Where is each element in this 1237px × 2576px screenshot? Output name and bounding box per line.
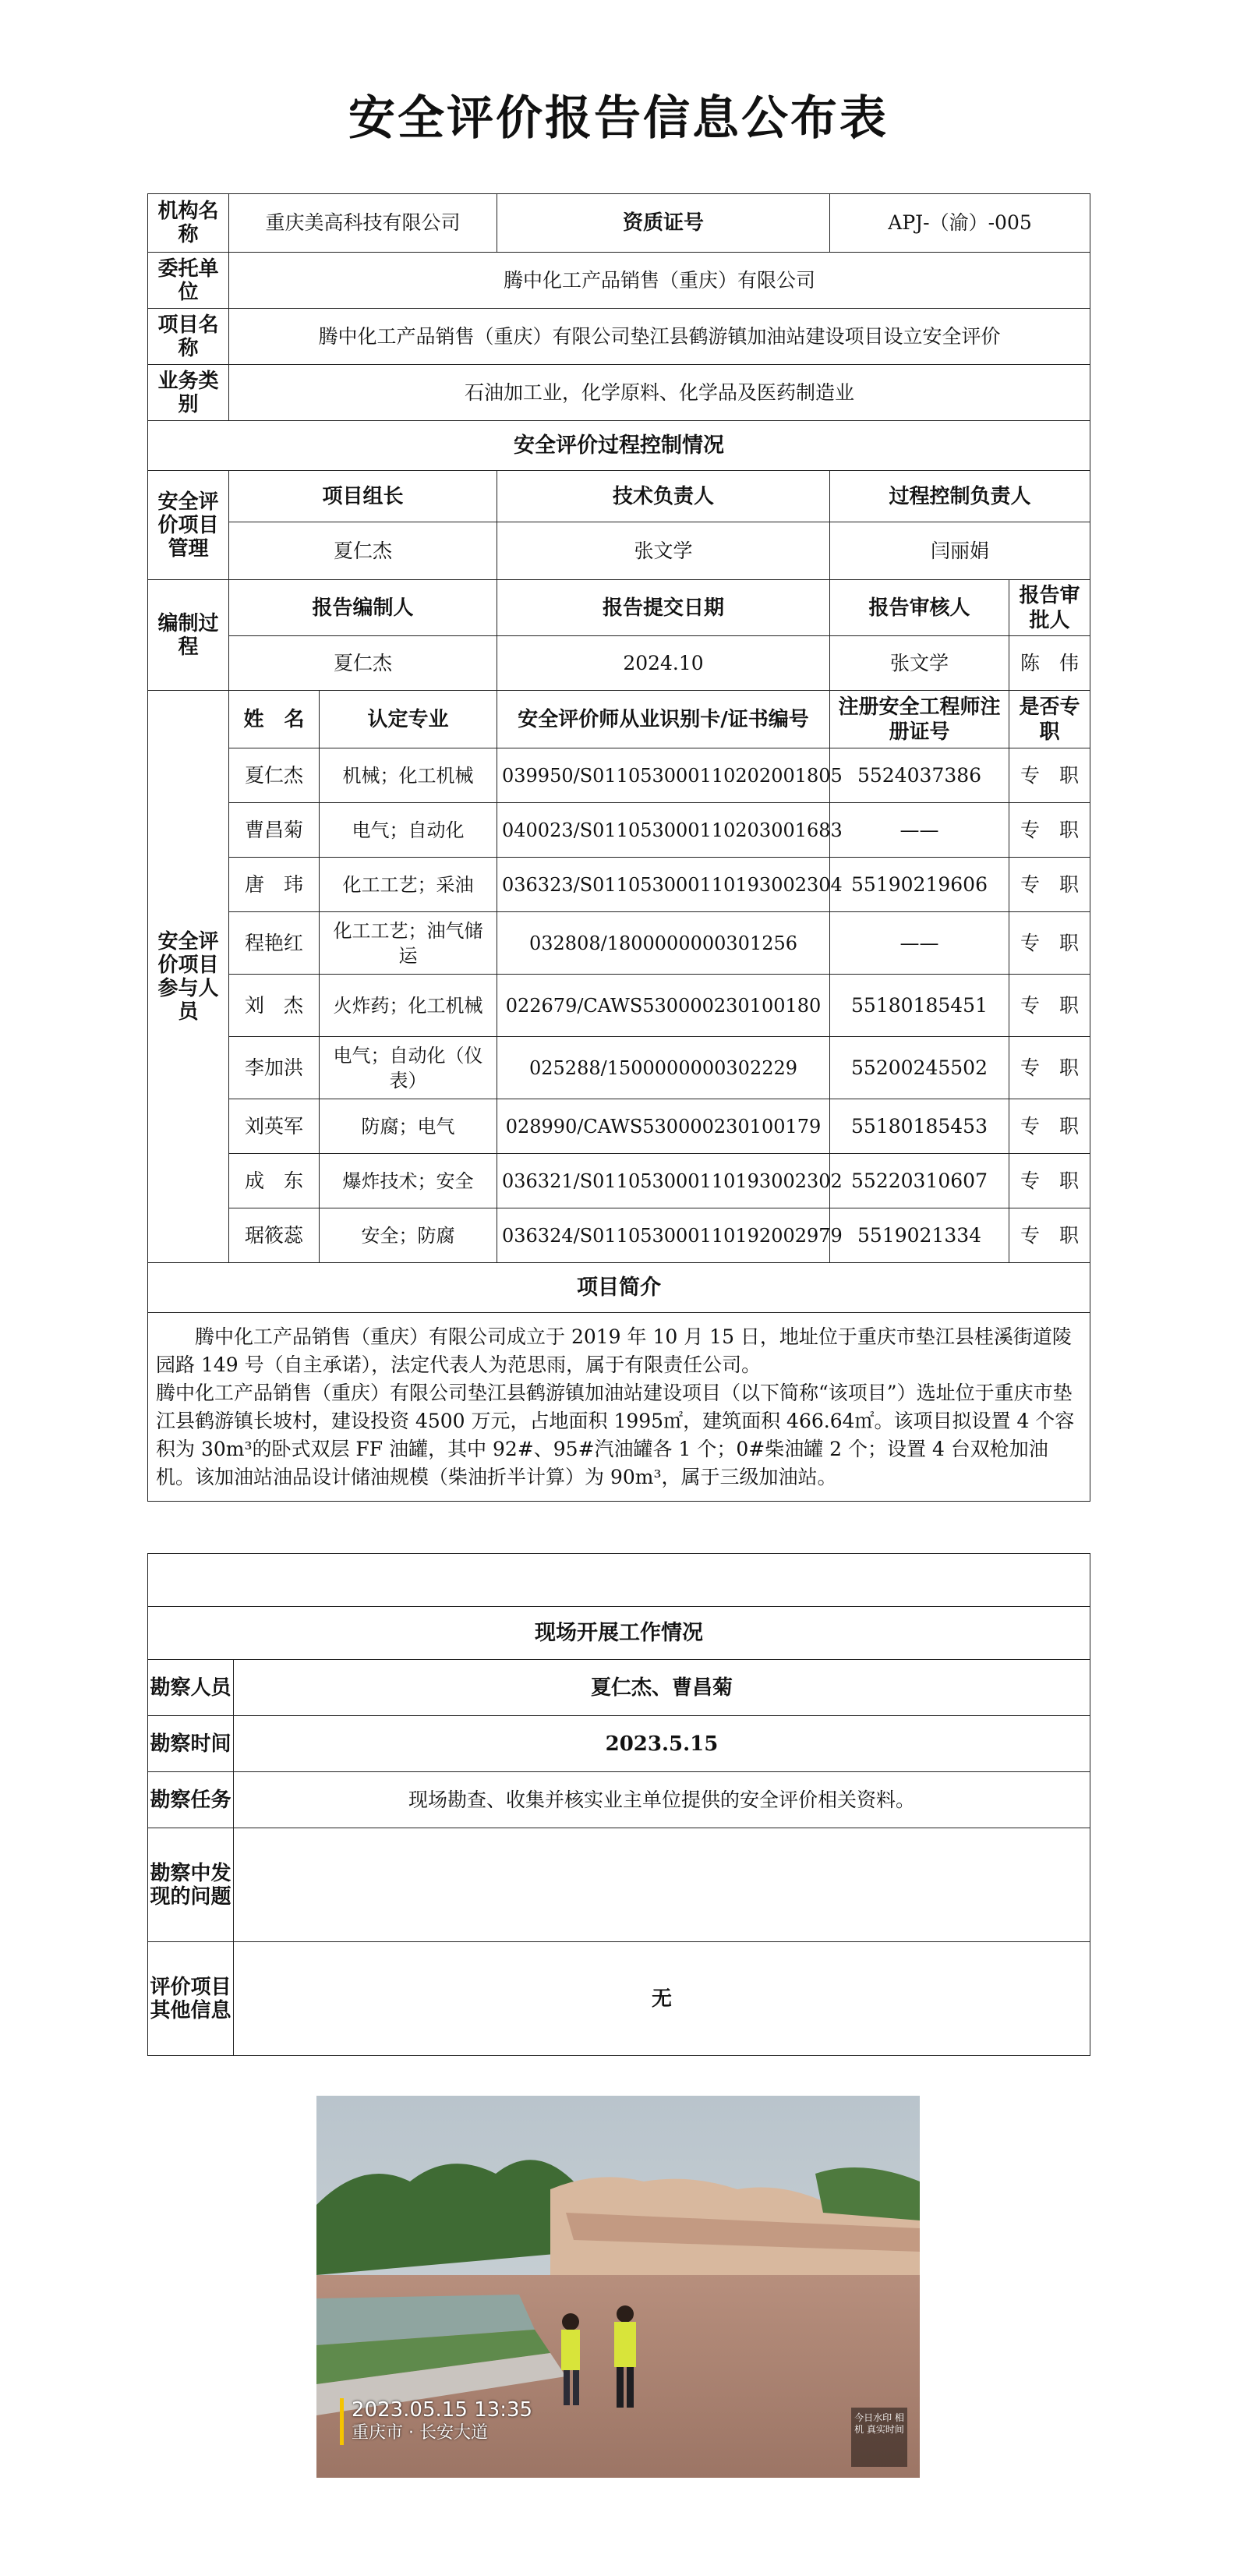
staff-major: 防腐；电气: [320, 1099, 497, 1154]
staff-reg: 5524037386: [830, 748, 1009, 803]
org-label: 机构名称: [148, 194, 229, 253]
mgmt-value-tech: 张文学: [497, 522, 830, 580]
org-value: 重庆美高科技有限公司: [229, 194, 497, 253]
mgmt-label: 安全评价项目管理: [148, 471, 229, 580]
survey-time-value: 2023.5.15: [234, 1716, 1090, 1772]
staff-reg: ——: [830, 912, 1009, 975]
report-info-table: [147, 193, 1090, 1502]
staff-fulltime: 专 职: [1009, 1154, 1090, 1208]
mgmt-header-control: 过程控制负责人: [830, 471, 1090, 522]
biz-value: 石油加工业，化学原料、化学品及医药制造业: [229, 365, 1090, 421]
staff-card: 039950/S011053000110202001805: [497, 748, 830, 803]
staff-major: 化工工艺；采油: [320, 858, 497, 912]
survey-people-value: 夏仁杰、曹昌菊: [234, 1660, 1090, 1716]
table-row: [148, 975, 1090, 1037]
staff-fulltime: 专 职: [1009, 1099, 1090, 1154]
photo-location: 重庆市 · 长安大道: [352, 2423, 488, 2443]
biz-label: 业务类别: [148, 365, 229, 421]
staff-name: 刘英军: [229, 1099, 320, 1154]
compile-value-author: 夏仁杰: [229, 636, 497, 691]
client-value: 腾中化工产品销售（重庆）有限公司: [229, 253, 1090, 309]
table-row: [148, 803, 1090, 858]
compile-header-reviewer: 报告审核人: [830, 580, 1009, 636]
staff-card: 036321/S011053000110193002302: [497, 1154, 830, 1208]
staff-major: 化工工艺；油气储运: [320, 912, 497, 975]
page-title: 安全评价报告信息公布表: [348, 91, 889, 146]
staff-reg: 55180185453: [830, 1099, 1009, 1154]
compile-header-date: 报告提交日期: [497, 580, 830, 636]
staff-name: 刘 杰: [229, 975, 320, 1037]
staff-fulltime: 专 职: [1009, 858, 1090, 912]
compile-value-date: 2024.10: [497, 636, 830, 691]
staff-fulltime: 专 职: [1009, 1037, 1090, 1099]
mgmt-value-control: 闫丽娟: [830, 522, 1090, 580]
table-row: [148, 858, 1090, 912]
staff-header-reg: 注册安全工程师注册证号: [830, 691, 1009, 748]
staff-major: 机械；化工机械: [320, 748, 497, 803]
cert-value: APJ-（渝）-005: [830, 194, 1090, 253]
staff-fulltime: 专 职: [1009, 1208, 1090, 1263]
survey-task-value: 现场勘查、收集并核实业主单位提供的安全评价相关资料。: [234, 1772, 1090, 1828]
staff-header-fulltime: 是否专职: [1009, 691, 1090, 748]
staff-reg: ——: [830, 803, 1009, 858]
project-value: 腾中化工产品销售（重庆）有限公司垫江县鹤游镇加油站建设项目设立安全评价: [229, 309, 1090, 365]
compile-header-approver: 报告审批人: [1009, 580, 1090, 636]
survey-people-label: 勘察人员: [148, 1660, 234, 1716]
survey-task-label: 勘察任务: [148, 1772, 234, 1828]
staff-name: 曹昌菊: [229, 803, 320, 858]
staff-header-card: 安全评价师从业识别卡/证书编号: [497, 691, 830, 748]
staff-name: 唐 玮: [229, 858, 320, 912]
intro-para-1: 腾中化工产品销售（重庆）有限公司成立于 2019 年 10 月 15 日，地址位于重庆市垫江县桂溪街道陵园路 149 号（自主承诺），法定代表人为范思雨，属于有限责任公司。: [156, 1325, 1072, 1376]
site-section-title: 现场开展工作情况: [148, 1607, 1090, 1660]
blank-row: [148, 1554, 1090, 1607]
staff-card: 036323/S011053000110193002304: [497, 858, 830, 912]
staff-fulltime: 专 职: [1009, 975, 1090, 1037]
staff-card: 032808/1800000000301256: [497, 912, 830, 975]
staff-reg: 5519021334: [830, 1208, 1009, 1263]
staff-card: 040023/S011053000110203001683: [497, 803, 830, 858]
photo-timestamp: 2023.05.15 13:35: [352, 2398, 533, 2422]
watermark-app-badge: 今日水印 相机 真实时间: [851, 2408, 907, 2467]
survey-issues-value: [234, 1828, 1090, 1942]
table-row: [148, 912, 1090, 975]
other-info-value: 无: [234, 1942, 1090, 2056]
site-work-table: [147, 1553, 1090, 2056]
staff-major: 火炸药；化工机械: [320, 975, 497, 1037]
compile-value-approver: 陈 伟: [1009, 636, 1090, 691]
project-label: 项目名称: [148, 309, 229, 365]
staff-major: 安全；防腐: [320, 1208, 497, 1263]
staff-reg: 55220310607: [830, 1154, 1009, 1208]
site-photo: [316, 2096, 920, 2478]
staff-card: 025288/1500000000302229: [497, 1037, 830, 1099]
table-row: [148, 1099, 1090, 1154]
staff-major: 电气；自动化（仪表）: [320, 1037, 497, 1099]
compile-header-author: 报告编制人: [229, 580, 497, 636]
table-row: [148, 1208, 1090, 1263]
staff-name: 夏仁杰: [229, 748, 320, 803]
table-row: [148, 748, 1090, 803]
mgmt-header-tech: 技术负责人: [497, 471, 830, 522]
survey-time-label: 勘察时间: [148, 1716, 234, 1772]
table-row: [148, 1154, 1090, 1208]
table-row: [148, 1037, 1090, 1099]
staff-name: 李加洪: [229, 1037, 320, 1099]
client-label: 委托单位: [148, 253, 229, 309]
staff-header-name: 姓 名: [229, 691, 320, 748]
intro-body: [148, 1313, 1090, 1502]
staff-fulltime: 专 职: [1009, 912, 1090, 975]
cert-label: 资质证号: [497, 194, 830, 253]
staff-name: 程艳红: [229, 912, 320, 975]
other-info-label: 评价项目其他信息: [148, 1942, 234, 2056]
staff-name: 琚筱蕊: [229, 1208, 320, 1263]
mgmt-header-leader: 项目组长: [229, 471, 497, 522]
staff-reg: 55200245502: [830, 1037, 1009, 1099]
staff-card: 036324/S011053000110192002979: [497, 1208, 830, 1263]
compile-value-reviewer: 张文学: [830, 636, 1009, 691]
staff-card: 022679/CAWS530000230100180: [497, 975, 830, 1037]
staff-name: 成 东: [229, 1154, 320, 1208]
intro-title: 项目简介: [148, 1263, 1090, 1313]
staff-header-major: 认定专业: [320, 691, 497, 748]
intro-para-2: 腾中化工产品销售（重庆）有限公司垫江县鹤游镇加油站建设项目（以下简称“该项目”）选址位于重庆市垫江县鹤游镇长坡村，建设投资 4500 万元，占地面积 1995㎡，建筑面积 466.64㎡。该项目拟设置 4 个容积为 30m³的卧式双层 FF 油罐，其中 92#、95#汽油罐各 1 个；0#柴油罐 2 个；设置 4 台双枪加油机。该加油站油品设计储油规模（柴油折半计算）为 90m³，属于三级加油站。: [156, 1381, 1075, 1488]
survey-issues-label: 勘察中发现的问题: [148, 1828, 234, 1942]
staff-fulltime: 专 职: [1009, 803, 1090, 858]
process-section-title: 安全评价过程控制情况: [148, 421, 1090, 471]
staff-major: 电气；自动化: [320, 803, 497, 858]
compile-label: 编制过程: [148, 580, 229, 691]
staff-fulltime: 专 职: [1009, 748, 1090, 803]
staff-reg: 55180185451: [830, 975, 1009, 1037]
staff-reg: 55190219606: [830, 858, 1009, 912]
mgmt-value-leader: 夏仁杰: [229, 522, 497, 580]
staff-major: 爆炸技术；安全: [320, 1154, 497, 1208]
photo-watermark: [340, 2398, 532, 2445]
staff-card: 028990/CAWS530000230100179: [497, 1099, 830, 1154]
staff-label: 安全评价项目参与人员: [148, 691, 229, 1263]
